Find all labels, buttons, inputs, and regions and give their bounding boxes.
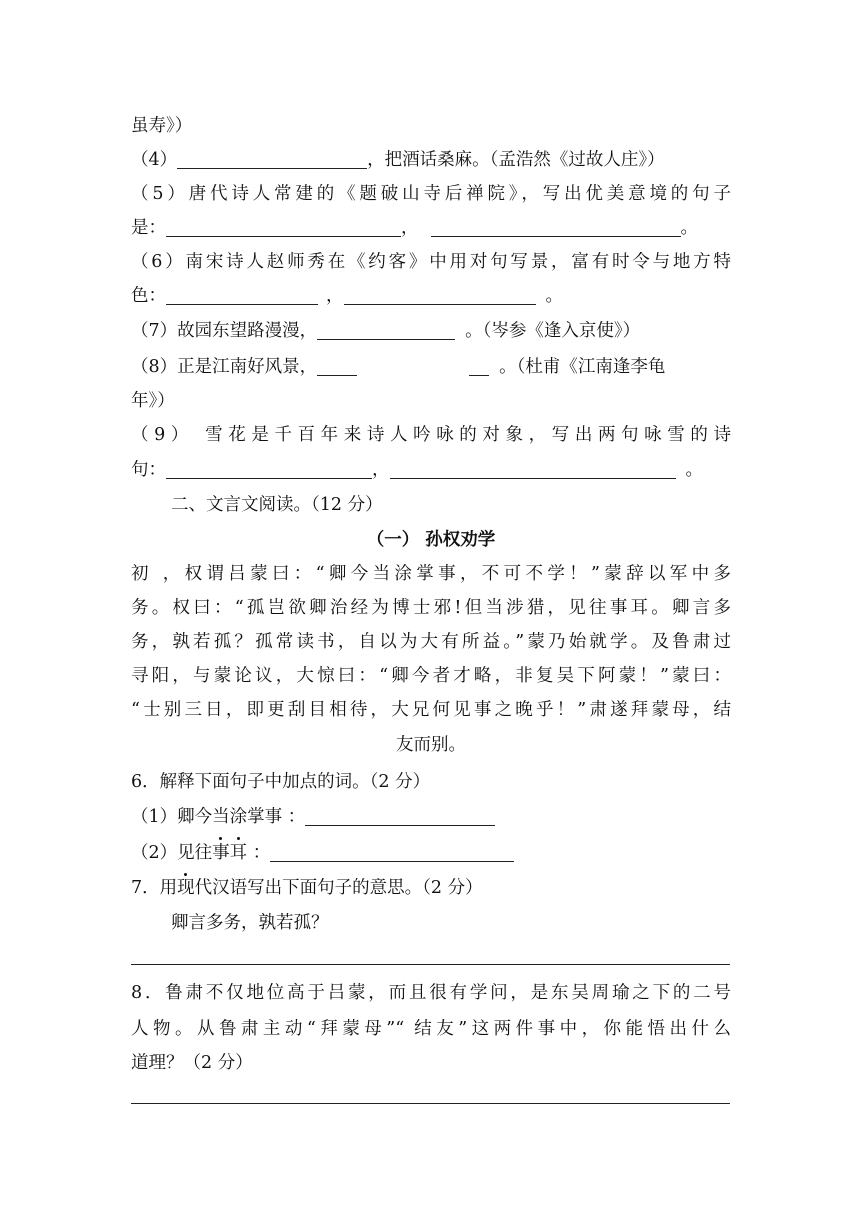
question-6-line2: [131, 279, 731, 313]
q8p-prefix: （8）正是江南好风景，: [131, 357, 318, 377]
q7p-answer-blank[interactable]: [317, 315, 455, 340]
question-7-sentence: 卿言多务，孰若孤？: [171, 913, 329, 933]
question-7-poem: [131, 314, 731, 348]
q6p-end: 。: [545, 286, 563, 306]
q9-prefix: 句：: [131, 460, 166, 480]
question-9-line2: [131, 453, 731, 487]
question-6-stem: 6．解释下面句子中加点的词。（2 分）: [131, 772, 431, 792]
q6-dotted-char-3: 见: [177, 836, 195, 870]
question-8-line1: 8．鲁肃不仅地位高于吕蒙，而且很有学问，是东吴周瑜之下的二号: [131, 983, 731, 1003]
question-8-poem: [131, 350, 731, 384]
q9-end: 。: [685, 460, 703, 480]
q8p-answer-blank-1[interactable]: [317, 351, 357, 376]
q7p-end: 。（岑参《逢入京使》）: [465, 321, 641, 341]
q9-answer-blank-1[interactable]: [166, 454, 372, 479]
q4-number: （4）: [131, 150, 178, 170]
passage-line-3: 务，孰若孤？孤常读书，自以为大有所益。”蒙乃始就学。及鲁肃过: [131, 632, 731, 652]
q6-dotted-char-2: 涂: [230, 800, 248, 834]
question-6-line1: （6）南宋诗人赵师秀在《约客》中用对句写景，富有时令与地方特: [131, 252, 731, 272]
passage-line-5: “士别三日，即更刮目相待，大兄何见事之晚乎！”肃遂拜蒙母，结: [131, 700, 731, 720]
q8-answer-line[interactable]: [131, 1103, 730, 1104]
passage-line-2: 务。权曰：“孤岂欲卿治经为博士邪!但当涉猎，见往事耳。卿言多: [131, 598, 731, 618]
q6p-answer-blank-1[interactable]: [166, 280, 318, 305]
q7-answer-line[interactable]: [131, 964, 730, 965]
question-4: [131, 143, 731, 177]
question-5-line2: [131, 211, 731, 245]
q7p-prefix: （7）故园东望路漫漫，: [131, 321, 318, 341]
question-6-item-2: [131, 836, 731, 870]
passage-title: （一） 孙权劝学: [366, 530, 496, 550]
q4-text: ，把酒话桑麻。: [367, 150, 490, 170]
passage-line-last: 友而别。: [396, 735, 466, 755]
question-8-poem-line2: 年》）: [131, 391, 175, 411]
passage-line-4: 寻阳，与蒙论议，大惊曰：“卿今者才略，非复吴下阿蒙！”蒙曰：: [131, 666, 731, 686]
q4-answer-blank[interactable]: [177, 144, 367, 169]
question-5-line1: （5）唐代诗人常建的《题破山寺后禅院》，写出优美意境的句子: [131, 184, 731, 204]
q6-item2-text-b: 往事耳 ：: [194, 843, 271, 863]
q5-answer-blank-2[interactable]: [431, 212, 681, 237]
q6-item1-text-b: 掌事 ：: [247, 807, 306, 827]
poem-source-tail: 虽寿》）: [131, 116, 193, 136]
q5-prefix: 是：: [131, 218, 166, 238]
question-9-line1: （9） 雪花是千百年来诗人吟咏的对象，写出两句咏雪的诗: [131, 425, 731, 445]
question-6-item-1: [131, 800, 731, 834]
q6-item2-text-a: （2）: [131, 843, 178, 863]
q6p-prefix: 色：: [131, 286, 166, 306]
q5-end: 。: [680, 218, 698, 238]
q6-item1-text-a: （1）卿今: [131, 807, 213, 827]
q9-comma: ，: [372, 460, 390, 480]
q8p-answer-blank-2[interactable]: [469, 351, 489, 376]
passage-line-1: 初 ，权谓吕蒙曰：“卿今当涂掌事，不可不学！”蒙辞以军中多: [131, 564, 731, 584]
q6-item1-answer-blank[interactable]: [305, 801, 495, 826]
question-8-line3: 道理？（2 分）: [131, 1053, 253, 1073]
q6p-answer-blank-2[interactable]: [344, 280, 536, 305]
q5-answer-blank-1[interactable]: [166, 212, 401, 237]
q5-comma: ，: [401, 218, 419, 238]
q4-source: （孟浩然《过故人庄》）: [489, 150, 665, 170]
q6-item2-answer-blank[interactable]: [270, 837, 514, 862]
q9-answer-blank-2[interactable]: [390, 454, 676, 479]
question-8-line2: 人物。从鲁肃主动“拜蒙母”“ 结友”这两件事中，你能悟出什么: [131, 1019, 731, 1039]
section-heading: 二、文言文阅读。（12 分）: [171, 495, 383, 515]
q8p-end: 。（杜甫《江南逢李龟: [499, 357, 666, 377]
q6p-comma: ，: [326, 286, 344, 306]
question-7-stem: 7．用现代汉语写出下面句子的意思。（2 分）: [131, 878, 483, 898]
q6-dotted-char-1: 当: [212, 800, 230, 834]
